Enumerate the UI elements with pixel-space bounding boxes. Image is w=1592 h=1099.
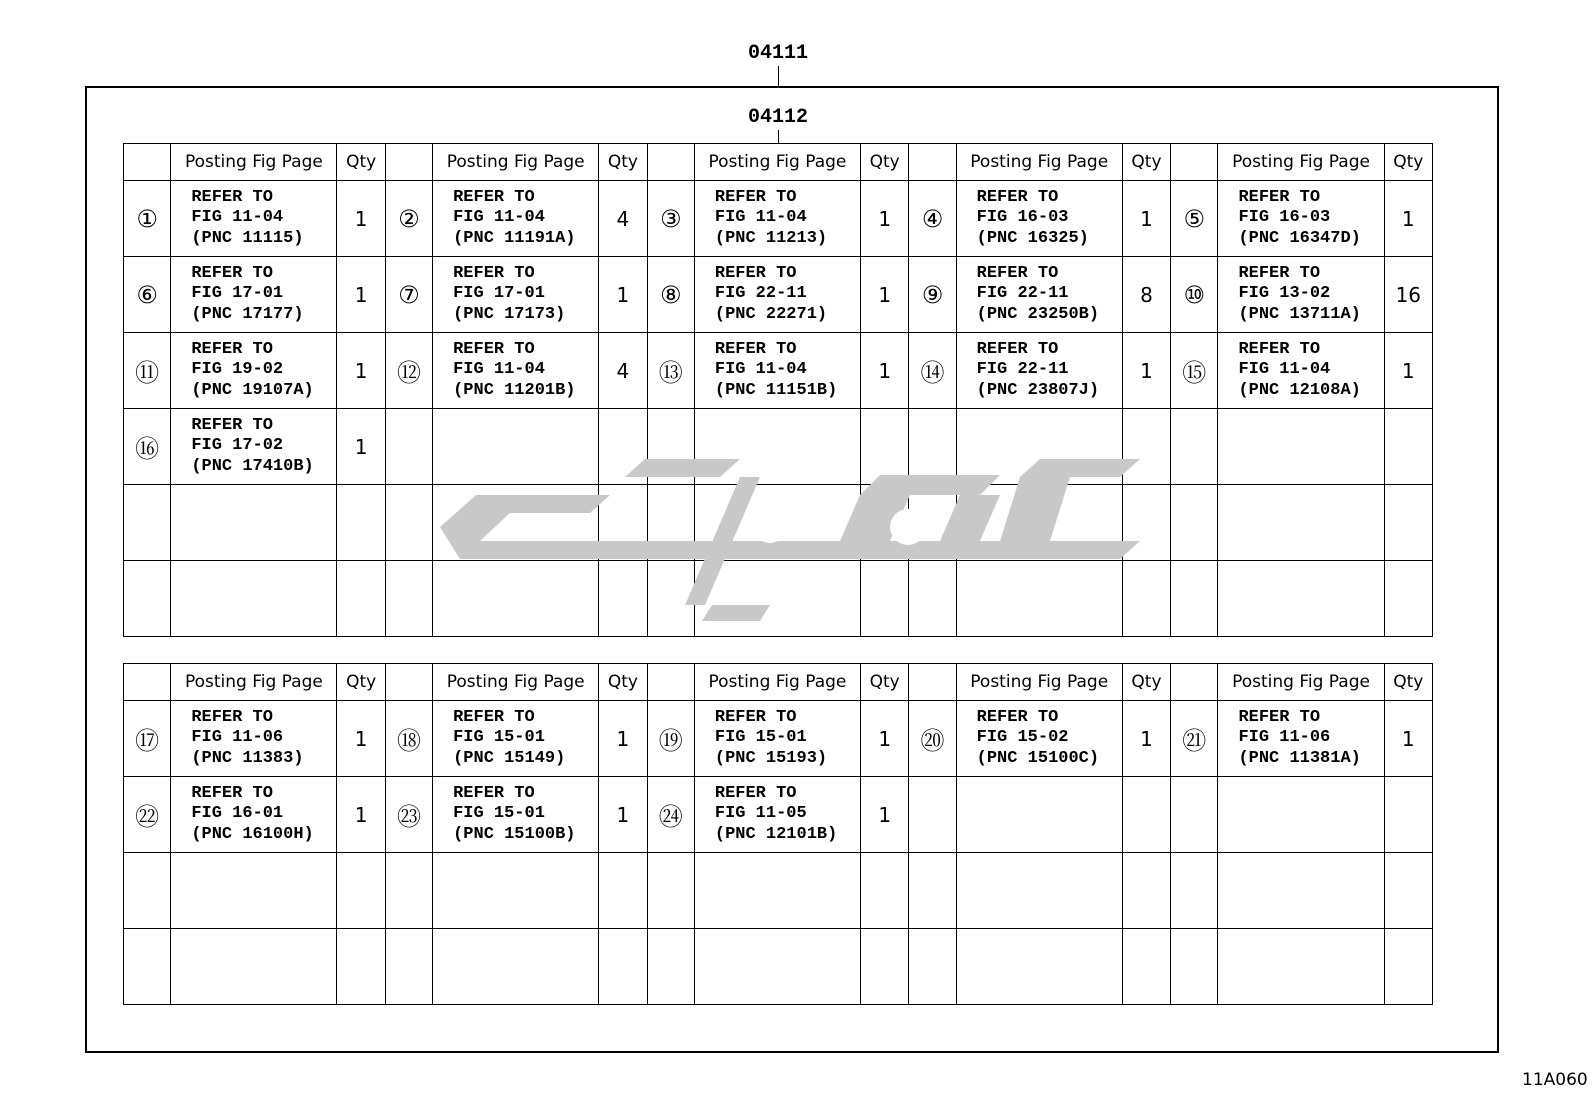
ref-fig: FIG 17-01 [191, 284, 284, 304]
item-number-cell [1171, 409, 1218, 485]
item-number-cell [909, 853, 956, 929]
reference-cell [956, 929, 1122, 1005]
ref-refer: REFER TO [453, 339, 535, 359]
reference-cell [694, 701, 860, 777]
header-row [124, 664, 1433, 701]
ref-pnc: (PNC 11191A) [453, 228, 576, 248]
ref-pnc: (PNC 11381A) [1238, 748, 1361, 768]
qty-cell [599, 929, 647, 1005]
qty-cell [1384, 853, 1432, 929]
ref-fig: FIG 15-01 [453, 728, 545, 748]
ref-pnc: (PNC 17177) [191, 304, 304, 324]
qty-cell [337, 333, 385, 409]
ref-refer: REFER TO [714, 783, 797, 803]
qty-cell [1122, 853, 1170, 929]
item-number-cell [909, 333, 956, 409]
item-number-cell [647, 853, 694, 929]
ref-pnc: (PNC 19107A) [191, 380, 314, 400]
leader-line-04111 [778, 66, 779, 86]
item-number-cell [1171, 257, 1218, 333]
ref-refer: REFER TO [453, 707, 535, 727]
header-num-cell [124, 144, 171, 181]
reference-cell [956, 333, 1122, 409]
reference-cell [1218, 181, 1384, 257]
item-number-cell [124, 853, 171, 929]
qty-value: 8 [1140, 282, 1153, 307]
header-qty: Qty [861, 664, 909, 701]
ref-fig: FIG 17-02 [191, 436, 284, 456]
ref-refer: REFER TO [1238, 187, 1321, 207]
header-posting-fig-page: Posting Fig Page [1218, 144, 1384, 181]
qty-cell [1384, 701, 1432, 777]
reference-cell [1218, 333, 1384, 409]
reference-cell [1218, 257, 1384, 333]
reference-cell [694, 853, 860, 929]
item-number: ⑯ [135, 435, 160, 463]
ref-pnc: (PNC 15100C) [976, 748, 1100, 768]
qty-cell [337, 701, 385, 777]
item-number-cell [385, 181, 432, 257]
header-qty: Qty [1384, 664, 1432, 701]
ref-refer: REFER TO [976, 339, 1059, 359]
ref-refer: REFER TO [453, 263, 535, 283]
leader-line-04112 [778, 130, 779, 144]
ref-pnc: (PNC 11383) [191, 748, 304, 768]
reference-cell [433, 257, 599, 333]
ref-pnc: (PNC 11115) [191, 228, 304, 248]
reference-cell [433, 333, 599, 409]
table-row [124, 257, 1433, 333]
qty-cell [861, 929, 909, 1005]
header-num-cell [647, 144, 694, 181]
header-posting-fig-page: Posting Fig Page [1218, 664, 1384, 701]
table-row [124, 701, 1433, 777]
item-number-cell [385, 561, 432, 637]
item-number-cell [1171, 485, 1218, 561]
ref-fig: FIG 19-02 [191, 360, 284, 380]
item-number: ⑭ [920, 359, 945, 387]
ref-fig: FIG 11-06 [1238, 728, 1331, 748]
qty-cell [599, 777, 647, 853]
header-num-cell [1171, 664, 1218, 701]
item-number-cell [1171, 777, 1218, 853]
reference-cell [433, 929, 599, 1005]
reference-cell [956, 777, 1122, 853]
qty-value: 1 [354, 802, 368, 827]
item-number-cell [647, 257, 694, 333]
item-number-cell [909, 257, 956, 333]
qty-cell [599, 257, 647, 333]
ref-refer: REFER TO [714, 187, 797, 207]
qty-cell [861, 777, 909, 853]
ref-refer: REFER TO [453, 187, 535, 207]
qty-cell [1122, 181, 1170, 257]
item-number-cell [1171, 701, 1218, 777]
item-number: ③ [659, 204, 682, 233]
header-posting-fig-page: Posting Fig Page [433, 664, 599, 701]
qty-value: 16 [1395, 282, 1422, 307]
qty-value: 4 [616, 358, 630, 383]
header-num-cell [385, 664, 432, 701]
item-number-cell [1171, 333, 1218, 409]
item-number: ⑱ [396, 727, 421, 755]
ref-refer: REFER TO [191, 707, 273, 727]
reference-cell [171, 853, 337, 929]
qty-value: 1 [354, 726, 368, 751]
item-number-cell [124, 561, 171, 637]
ref-refer: REFER TO [1238, 263, 1321, 283]
item-number-cell [1171, 929, 1218, 1005]
ref-pnc: (PNC 23250B) [976, 304, 1100, 324]
header-qty: Qty [1122, 144, 1170, 181]
ref-fig: FIG 11-04 [714, 208, 807, 228]
item-number: ⑥ [136, 280, 158, 309]
ref-fig: FIG 11-05 [714, 804, 807, 824]
reference-cell [171, 181, 337, 257]
reference-cell [1218, 701, 1384, 777]
header-num-cell [909, 664, 956, 701]
reference-cell [1218, 485, 1384, 561]
ref-fig: FIG 11-06 [191, 728, 284, 748]
item-number: ④ [921, 204, 944, 233]
qty-value: 1 [878, 282, 892, 307]
reference-cell [956, 853, 1122, 929]
table-row [124, 929, 1433, 1005]
ref-pnc: (PNC 15100B) [453, 824, 576, 844]
reference-cell [694, 777, 860, 853]
ref-refer: REFER TO [1238, 339, 1321, 359]
qty-value: 1 [1401, 726, 1415, 751]
parts-table-bottom [123, 663, 1433, 1005]
qty-value: 1 [1401, 206, 1415, 231]
item-number-cell [647, 777, 694, 853]
header-qty: Qty [1384, 144, 1432, 181]
ref-refer: REFER TO [1238, 707, 1321, 727]
ref-fig: FIG 17-01 [453, 284, 545, 304]
item-number-cell [385, 485, 432, 561]
item-number: ⑬ [658, 359, 683, 387]
ref-refer: REFER TO [191, 783, 273, 803]
ref-fig: FIG 22-11 [976, 360, 1069, 380]
ref-pnc: (PNC 16347D) [1238, 228, 1361, 248]
ref-fig: FIG 22-11 [976, 284, 1069, 304]
ref-refer: REFER TO [976, 263, 1059, 283]
qty-cell [861, 701, 909, 777]
qty-value: 1 [1401, 358, 1415, 383]
item-number: ⑮ [1182, 359, 1207, 387]
qty-cell [1384, 257, 1432, 333]
reference-cell [433, 701, 599, 777]
qty-cell [1384, 485, 1432, 561]
item-number: ② [398, 204, 420, 233]
ref-pnc: (PNC 16325) [976, 228, 1089, 248]
reference-cell [433, 181, 599, 257]
ref-pnc: (PNC 13711A) [1238, 304, 1361, 324]
reference-cell [956, 701, 1122, 777]
item-number-cell [1171, 181, 1218, 257]
header-qty: Qty [861, 144, 909, 181]
item-number-cell [385, 853, 432, 929]
ref-pnc: (PNC 23807J) [976, 380, 1100, 400]
header-row [124, 144, 1433, 181]
qty-cell [337, 929, 385, 1005]
reference-cell [694, 929, 860, 1005]
ref-refer: REFER TO [191, 339, 273, 359]
qty-cell [1384, 181, 1432, 257]
ref-fig: FIG 16-01 [191, 804, 284, 824]
item-number-cell [385, 777, 432, 853]
qty-cell [1122, 333, 1170, 409]
qty-cell [599, 701, 647, 777]
item-number-cell [1171, 853, 1218, 929]
table-row [124, 333, 1433, 409]
header-posting-fig-page: Posting Fig Page [956, 664, 1122, 701]
qty-value: 1 [354, 282, 368, 307]
item-number-cell [385, 257, 432, 333]
ref-pnc: (PNC 15149) [453, 748, 566, 768]
qty-cell [1122, 929, 1170, 1005]
table-row [124, 181, 1433, 257]
item-number-cell [647, 701, 694, 777]
qty-cell [861, 181, 909, 257]
reference-cell [1218, 561, 1384, 637]
ref-refer: REFER TO [714, 263, 797, 283]
qty-cell [337, 181, 385, 257]
reference-cell [1218, 777, 1384, 853]
reference-cell [956, 181, 1122, 257]
table-row [124, 853, 1433, 929]
item-number-cell [909, 929, 956, 1005]
ref-fig: FIG 11-04 [453, 208, 545, 228]
qty-value: 1 [616, 802, 630, 827]
ref-fig: FIG 22-11 [714, 284, 807, 304]
qty-cell [337, 777, 385, 853]
label-04111: 04111 [748, 42, 809, 65]
reference-cell [1218, 853, 1384, 929]
qty-cell [337, 853, 385, 929]
item-number: ⑨ [921, 280, 944, 309]
reference-cell [171, 257, 337, 333]
item-number-cell [647, 181, 694, 257]
item-number-cell [647, 333, 694, 409]
ref-pnc: (PNC 11213) [714, 228, 828, 248]
qty-cell [599, 853, 647, 929]
item-number-cell [385, 409, 432, 485]
item-number: ⑰ [135, 727, 160, 755]
item-number-cell [124, 333, 171, 409]
qty-cell [1384, 409, 1432, 485]
ref-refer: REFER TO [714, 707, 797, 727]
header-posting-fig-page: Posting Fig Page [694, 144, 860, 181]
ref-fig: FIG 15-01 [714, 728, 807, 748]
ref-refer: REFER TO [453, 783, 535, 803]
ref-refer: REFER TO [191, 263, 273, 283]
header-num-cell [124, 664, 171, 701]
qty-cell [1384, 777, 1432, 853]
header-num-cell [909, 144, 956, 181]
item-number-cell [909, 777, 956, 853]
ref-pnc: (PNC 16100H) [191, 824, 314, 844]
ref-refer: REFER TO [191, 187, 273, 207]
ref-refer: REFER TO [976, 187, 1059, 207]
item-number: ㉓ [396, 803, 421, 831]
qty-value: 1 [354, 206, 368, 231]
item-number-cell [124, 181, 171, 257]
item-number-cell [647, 929, 694, 1005]
qty-cell [1122, 701, 1170, 777]
ref-refer: REFER TO [976, 707, 1059, 727]
ref-pnc: (PNC 17410B) [191, 456, 314, 476]
item-number: ⑲ [658, 727, 683, 755]
qty-cell [337, 409, 385, 485]
item-number: ⑤ [1183, 204, 1206, 233]
ref-fig: FIG 11-04 [191, 208, 284, 228]
item-number: ⑧ [659, 280, 682, 309]
header-posting-fig-page: Posting Fig Page [171, 664, 337, 701]
reference-cell [1218, 409, 1384, 485]
qty-cell [337, 561, 385, 637]
qty-cell [1384, 929, 1432, 1005]
header-posting-fig-page: Posting Fig Page [171, 144, 337, 181]
ref-fig: FIG 16-03 [976, 208, 1069, 228]
qty-cell [861, 257, 909, 333]
item-number-cell [1171, 561, 1218, 637]
header-qty: Qty [337, 144, 385, 181]
ref-fig: FIG 11-04 [1238, 360, 1331, 380]
qty-value: 1 [616, 726, 630, 751]
qty-value: 1 [1140, 726, 1153, 751]
ref-pnc: (PNC 12108A) [1238, 380, 1361, 400]
ref-pnc: (PNC 22271) [714, 304, 828, 324]
item-number: ⑦ [398, 280, 420, 309]
figure-code: 11A060 [1522, 1070, 1588, 1090]
qty-cell [599, 333, 647, 409]
qty-value: 1 [1140, 206, 1153, 231]
item-number-cell [385, 929, 432, 1005]
item-number: ⑫ [396, 359, 421, 387]
item-number: ㉔ [658, 803, 683, 831]
reference-cell [1218, 929, 1384, 1005]
qty-value: 4 [616, 206, 630, 231]
reference-cell [433, 777, 599, 853]
qty-cell [861, 333, 909, 409]
qty-cell [1384, 333, 1432, 409]
qty-value: 1 [354, 434, 368, 459]
ref-pnc: (PNC 12101B) [714, 824, 838, 844]
ref-fig: FIG 11-04 [453, 360, 545, 380]
item-number-cell [909, 701, 956, 777]
item-number-cell [124, 257, 171, 333]
reference-cell [171, 409, 337, 485]
item-number-cell [124, 701, 171, 777]
reference-cell [694, 257, 860, 333]
label-04112: 04112 [748, 106, 809, 129]
reference-cell [171, 929, 337, 1005]
item-number-cell [124, 485, 171, 561]
ref-fig: FIG 11-04 [714, 360, 807, 380]
item-number: ⑩ [1183, 280, 1206, 309]
reference-cell [956, 257, 1122, 333]
reference-cell [694, 333, 860, 409]
item-number: ⑪ [135, 359, 160, 387]
ref-pnc: (PNC 11201B) [453, 380, 576, 400]
qty-cell [599, 181, 647, 257]
header-qty: Qty [1122, 664, 1170, 701]
ref-pnc: (PNC 11151B) [714, 380, 838, 400]
ref-refer: REFER TO [191, 415, 273, 435]
reference-cell [171, 333, 337, 409]
qty-cell [861, 853, 909, 929]
qty-value: 1 [1140, 358, 1153, 383]
reference-cell [171, 701, 337, 777]
qty-value: 1 [878, 726, 892, 751]
header-posting-fig-page: Posting Fig Page [956, 144, 1122, 181]
reference-cell [171, 561, 337, 637]
qty-value: 1 [354, 358, 368, 383]
ref-fig: FIG 16-03 [1238, 208, 1331, 228]
item-number: ⑳ [920, 727, 945, 755]
watermark-logo-icon [440, 455, 1160, 635]
header-qty: Qty [599, 664, 647, 701]
ref-fig: FIG 15-02 [976, 728, 1069, 748]
header-num-cell [1171, 144, 1218, 181]
header-posting-fig-page: Posting Fig Page [694, 664, 860, 701]
table-row [124, 777, 1433, 853]
header-posting-fig-page: Posting Fig Page [433, 144, 599, 181]
qty-cell [1122, 257, 1170, 333]
qty-value: 1 [878, 206, 892, 231]
reference-cell [694, 181, 860, 257]
header-num-cell [385, 144, 432, 181]
ref-fig: FIG 15-01 [453, 804, 545, 824]
item-number-cell [385, 333, 432, 409]
item-number-cell [124, 409, 171, 485]
item-number: ① [136, 204, 158, 233]
header-num-cell [647, 664, 694, 701]
qty-cell [1122, 777, 1170, 853]
qty-cell [1384, 561, 1432, 637]
ref-refer: REFER TO [714, 339, 797, 359]
ref-pnc: (PNC 15193) [714, 748, 828, 768]
item-number-cell [909, 181, 956, 257]
header-qty: Qty [337, 664, 385, 701]
reference-cell [171, 485, 337, 561]
qty-value: 1 [616, 282, 630, 307]
reference-cell [171, 777, 337, 853]
ref-pnc: (PNC 17173) [453, 304, 566, 324]
ref-fig: FIG 13-02 [1238, 284, 1331, 304]
qty-cell [337, 257, 385, 333]
item-number: ㉑ [1182, 727, 1207, 755]
qty-cell [337, 485, 385, 561]
item-number-cell [124, 777, 171, 853]
qty-value: 1 [878, 358, 892, 383]
qty-value: 1 [878, 802, 892, 827]
item-number: ㉒ [135, 803, 160, 831]
header-qty: Qty [599, 144, 647, 181]
item-number-cell [124, 929, 171, 1005]
item-number-cell [385, 701, 432, 777]
reference-cell [433, 853, 599, 929]
